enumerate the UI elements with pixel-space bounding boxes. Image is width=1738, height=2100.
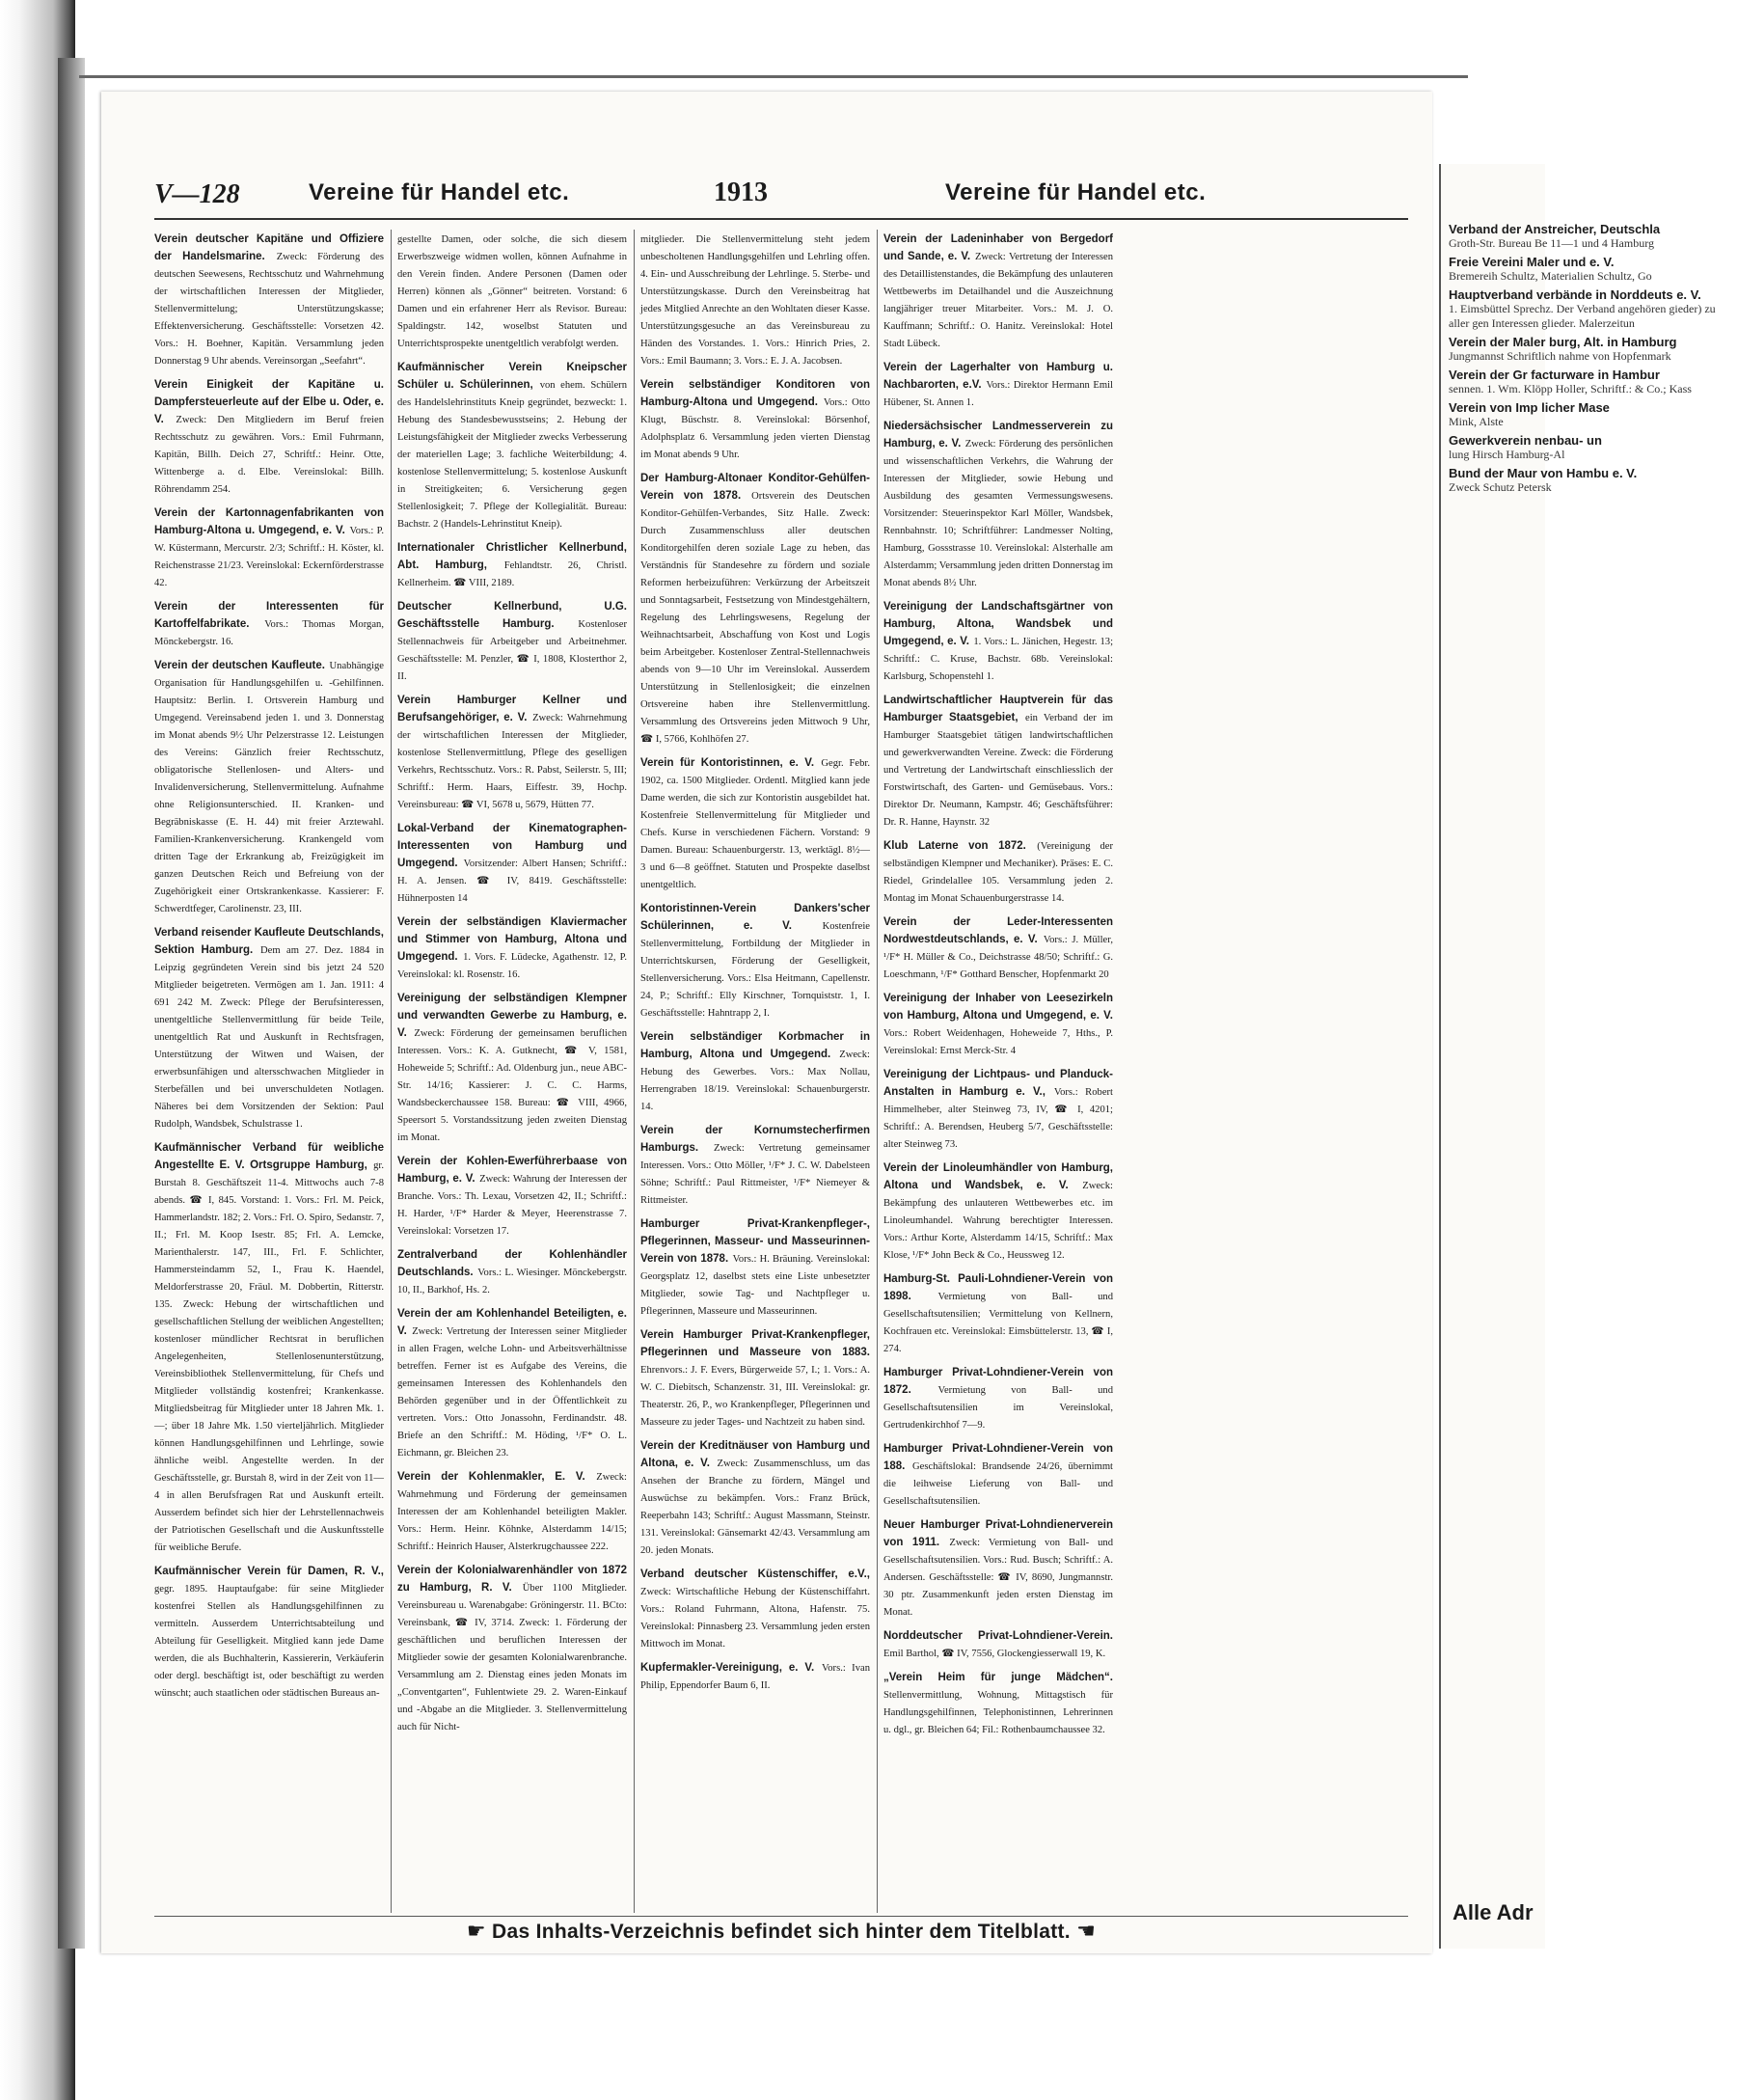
directory-entry	[883, 358, 1113, 410]
entry-body: Zweck: Förderung des deutschen Seewesens, Rechtsschutz und Wahrnehmung der wirtschaftlichen Interessen der Mitglieder, Stellenvermittelung; Unterstützungskasse; Effektenversicherung. Geschäftsstelle: Vorsetzen 42. Vors.: H. Boehner, Kapitän. Versammlung jeden Donnerstag 9 Uhr abends. Vereinsorgan „Seefahrt“.	[154, 252, 384, 367]
entry-body: Vorsitzender: Albert Hansen; Schriftf.: H. A. Jensen. ☎ IV, 8419. Geschäftsstelle: Hühnerposten 14	[397, 859, 627, 904]
column-divider	[634, 230, 635, 1913]
adjacent-page-column	[1449, 222, 1738, 499]
entry-body: Zweck: Wahrnehmung der wirtschaftlichen Interessen der Mitglieder, kostenlose Stellenvermittlung, Pflege des geselligen Verkehrs, Rechtsschutz. Vors.: R. Pabst, Seilerstr. 5, III; Schriftf.: Herm. Haars, Eiffestr. 39, Hochp. Vereinsbureau: ☎ VI, 5678 u, 5679, Hütten 77.	[397, 713, 627, 810]
entry-name: Verein der am Kohlenhandel Beteiligten, e. V.	[397, 1308, 627, 1337]
directory-entry	[883, 989, 1113, 1058]
entry-name: Verein selbständiger Konditoren von Hamburg-Altona und Umgegend.	[640, 379, 870, 408]
directory-entry	[883, 1159, 1113, 1263]
entry-body: Zweck: Wirtschaftliche Hebung der Küstenschiffahrt. Vors.: Roland Fuhrmann, Altona, Hafenstr. 75. Vereinslokal: Pinnasberg 23. Versammlung jeden ersten Mittwoch im Monat.	[640, 1587, 870, 1650]
entry-body: Geschäftslokal: Brandsende 24/26, übernimmt die leihweise Lieferung von Ball- und Gesellschaftsutensilien.	[883, 1461, 1113, 1507]
entry-name: Klub Laterne von 1872.	[883, 840, 1026, 852]
entry-name: Verein für Kontoristinnen, e. V.	[640, 757, 815, 769]
entry-body: Emil Barthol, ☎ IV, 7556, Glockengiesserwall 19, K.	[883, 1649, 1106, 1659]
entry-name: Verein Hamburger Privat-Krankenpfleger, Pflegerinnen und Masseure von 1883.	[640, 1329, 870, 1358]
directory-entry	[397, 597, 627, 684]
right-running-title: Vereine für Handel etc.	[945, 179, 1207, 205]
entry-body: Vors.: Ivan Philip, Eppendorfer Baum 6, II.	[640, 1663, 870, 1691]
directory-entry	[397, 230, 627, 351]
entry-body: Fehlandtstr. 26, Christl. Kellnerheim. ☎ VIII, 2189.	[397, 560, 627, 588]
directory-entry	[154, 230, 384, 368]
entry-name: Deutscher Kellnerbund, U.G. Geschäftsstelle Hamburg.	[397, 601, 627, 630]
adjacent-entry-body: Mink, Alste	[1449, 415, 1504, 428]
directory-entry	[154, 504, 384, 590]
entry-name: Internationaler Christlicher Kellnerbund, Abt. Hamburg,	[397, 542, 627, 571]
entry-name: Kaufmännischer Verband für weibliche Angestellte E. V. Ortsgruppe Hamburg,	[154, 1142, 384, 1171]
entry-name: Verein der Kolonialwarenhändler von 1872 zu Hamburg, R. V.	[397, 1565, 627, 1594]
directory-entry	[883, 836, 1113, 906]
directory-entry	[640, 230, 870, 368]
text-column-1	[154, 230, 384, 1913]
entry-name: Verein der Kornumstecherfirmen Hamburgs.	[640, 1125, 870, 1154]
directory-entry	[883, 1065, 1113, 1152]
adjacent-entry-body: Groth-Str. Bureau Be 11—1 und 4 Hamburg	[1449, 236, 1654, 250]
entry-body: Zweck: Wahrung der Interessen der Branche. Vors.: Th. Lexau, Vorsetzen 42, II.; Schriftf.: H. Harder, ¹/F* Harder & Meyer, Heerenstrasse 7. Vereinslokal: Vorsetzen 17.	[397, 1174, 627, 1237]
directory-entry	[397, 538, 627, 590]
entry-name: Neuer Hamburger Privat-Lohndienerverein von 1911.	[883, 1519, 1113, 1548]
page-header	[154, 174, 1408, 212]
directory-entry	[397, 1304, 627, 1460]
entry-name: Hamburger Privat-Lohndiener-Verein von 1872.	[883, 1367, 1113, 1396]
entry-name: Der Hamburg-Altonaer Konditor-Gehülfen-Verein von 1878.	[640, 473, 870, 502]
entry-name: Verein der Leder-Interessenten Nordwestdeutschlands, e. V.	[883, 916, 1113, 945]
entry-name: Verein der Lagerhalter von Hamburg u. Nachbarorten, e.V.	[883, 362, 1113, 391]
entry-name: Verein Einigkeit der Kapitäne u. Dampfersteuerleute auf der Elbe u. Oder, e. V.	[154, 379, 384, 425]
adjacent-page-footer: Alle Adr	[1453, 1900, 1534, 1924]
entry-body: Zweck: Zusammenschluss, um das Ansehen der Branche zu fördern, Mängel und Auswüchse zu bekämpfen. Vors.: Franz Brück, Reeperbahn 143; Schriftf.: August Massmann, Steinstr. 131. Vereinslokal: Gänsemarkt 42/43. Versammlung am 20. jeden Monats.	[640, 1459, 871, 1556]
adjacent-entry	[1449, 222, 1738, 251]
left-running-title: Vereine für Handel etc.	[309, 179, 570, 205]
text-column-2	[397, 230, 627, 1913]
text-column-4	[883, 230, 1113, 1913]
directory-entry	[397, 1467, 627, 1554]
entry-name: Niedersächsischer Landmesserverein zu Hamburg, e. V.	[883, 421, 1113, 450]
entry-body: Vermietung von Ball- und Gesellschaftsutensilien; Vermittelung von Kellnern, Kochfrauen etc. Vereinslokal: Eimsbüttelerstr. 13, ☎ I, 274.	[883, 1292, 1113, 1354]
directory-entry	[883, 1439, 1113, 1509]
entry-name: „Verein Heim für junge Mädchen“.	[883, 1672, 1113, 1683]
entry-name: Vereinigung der Lichtpaus- und Planduck-Anstalten in Hamburg e. V.,	[883, 1069, 1113, 1098]
directory-entry	[883, 1269, 1113, 1356]
entry-name: Kaufmännischer Verein Kneipscher Schüler u. Schülerinnen,	[397, 362, 627, 391]
directory-entry	[397, 913, 627, 982]
entry-body: 1. Vors. F. Lüdecke, Agathenstr. 12, P. Vereinslokal: kl. Rosenstr. 16.	[397, 952, 627, 980]
entry-name: Hamburger Privat-Krankenpfleger-, Pflegerinnen, Masseur- und Masseurinnen-Verein von 1878.	[640, 1218, 870, 1265]
adjacent-entry-name: Freie Vereini Maler und e. V.	[1449, 255, 1615, 269]
entry-name: Verein der Kreditnäuser von Hamburg und Altona, e. V.	[640, 1440, 870, 1469]
entry-name: Verein deutscher Kapitäne und Offiziere der Handelsmarine.	[154, 233, 384, 262]
column-divider	[391, 230, 392, 1913]
entry-name: Landwirtschaftlicher Hauptverein für das Hamburger Staatsgebiet,	[883, 695, 1113, 723]
entry-body: Zweck: Wahrnehmung und Förderung der gemeinsamen Interessen der am Kohlenhandel beteiligten Makler. Vors.: Herm. Heinr. Köhnke, Alsterdamm 14/15; Schriftf.: Heinrich Hauser, Alsterkrugchaussee 222.	[397, 1472, 627, 1552]
directory-entry	[154, 597, 384, 649]
entry-body: Vermietung von Ball- und Gesellschaftsutensilien im Vereinslokal, Gertrudenkirchhof 7—9.	[883, 1385, 1113, 1431]
entry-name: Verein der Kartonnagenfabrikanten von Hamburg-Altona u. Umgegend, e. V.	[154, 507, 384, 536]
entry-body: Zweck: Bekämpfung des unlauteren Wettbewerbes etc. im Linoleumhandel. Wahrung berechtigter Interessen. Vors.: Arthur Korte, Alsterdamm 14/15, Schriftf.: Max Klose, ¹/F* John Beck & Co., Heussweg 12.	[883, 1181, 1114, 1261]
adjacent-entry-name: Verband der Anstreicher, Deutschla	[1449, 222, 1661, 236]
footer-rule	[154, 1916, 1408, 1917]
entry-body: Vors.: H. Bräuning. Vereinslokal: Georgsplatz 12, daselbst stets eine Liste unbesetzter Mitglieder, sowie Tag- und Nachtpfleger u. Pflegerinnen, Masseure und Masseurinnen.	[640, 1254, 870, 1317]
directory-entry	[640, 899, 870, 1021]
entry-body: ein Verband der im Hamburger Staatsgebiet tätigen landwirtschaftlichen und gewerkverwandten Vereine. Zweck: die Förderung und Vertretung der Landwirtschaft einschliesslich der Forstwirtschaft, des Garten- und Gemüsebaus. Vors.: Direktor Dr. Neumann, Kampstr. 46; Geschäftsführer: Dr. R. Hanne, Haynstr. 32	[883, 713, 1113, 828]
directory-entry	[397, 358, 627, 532]
adjacent-entry	[1449, 400, 1738, 429]
entry-body: gr. Burstah 8. Geschäftszeit 11-4. Mittwochs auch 7-8 abends. ☎ I, 845. Vorstand: 1. Vors.: Frl. M. Peick, Hammerlandstr. 182; 2. Vors.: Frl. O. Spiro, Sedanstr. 7, II.; Frl. M. Koop Isestr. 85; Frl. A. Lemcke, Marienthalerstr. 147, III., Frl. F. Schlichter, Hammersteindamm 52, I., Frau K. Haendel, Meldorferstrasse 20, Fräul. M. Dobbertin, Ritterstr. 135. Zweck: Hebung der wirtschaftlichen und gesellschaftlichen Stellung der weiblichen Angestellten; kostenloser mündlicher Rechtsrat in beruflichen Angelegenheiten, Stellenlosenunterstützung, Vereinsbibliothek Stellenvermittelung, für Chefs und Mitglieder vollständig kostenfrei; Krankenkasse. Mitgliedsbeitrag für Mitglieder unter 18 Jahren Mk. 1.—; über 18 Jahre Mk. 1.50 vierteljährlich. Mitglieder können Handlungsgehilfinnen und Lehrlinge, sowie ähnliche weibl. Angestellte werden. In der Geschäftsstelle, gr. Burstah 8, wird in der Zeit von 11—4 in allen Berufsfragen Rat und Auskunft erteilt. Ausserdem befindet sich hier der Lehrstellennachweis der Patriotischen Gesellschaft und die Auskunftsstelle für weibliche Berufe.	[154, 1160, 384, 1553]
directory-entry	[154, 1562, 384, 1701]
entry-name: Verein der Kohlen-Ewerführerbaase von Hamburg, e. V.	[397, 1156, 627, 1185]
adjacent-entry	[1449, 335, 1738, 364]
entry-body: von ehem. Schülern des Handelslehrinstituts Kneip gegründet, bezweckt: 1. Hebung des Standesbewusstseins; 2. Hebung der Leistungsfähigkeit der Mitglieder zwecks Verbesserung der materiellen Lage; 3. fachliche Weiterbildung; 4. kostenlose Stellenvermittelung; 5. kostenlose Auskunft in Streitigkeiten; 6. Versicherung gegen Stellenlosigkeit; 7. Pflege der Kollegialität. Bureau: Bachstr. 2 (Handels-Lehrinstitut Kneip).	[397, 380, 628, 530]
entry-body: Stellenvermittlung, Wohnung, Mittagstisch für Handlungsgehilfinnen, Telephonistinnen, Lehrerinnen u. dgl., gr. Bleichen 64; Fil.: Rothenbaumchaussee 32.	[883, 1690, 1113, 1735]
entry-body: Vors.: Robert Himmelheber, alter Steinweg 73, IV, ☎ I, 4201; Schriftf.: A. Berendsen, Heuberg 5/7, Geschäftsstelle: alter Steinweg 73.	[883, 1087, 1114, 1150]
entry-name: Verein selbständiger Korbmacher in Hamburg, Altona und Umgegend.	[640, 1031, 870, 1060]
adjacent-entry-name: Gewerkverein nenbau- un	[1449, 433, 1602, 448]
entry-body: Vors.: Direktor Hermann Emil Hübener, St. Annen 1.	[883, 380, 1113, 408]
directory-entry	[883, 417, 1113, 590]
footer-note: Das Inhalts-Verzeichnis befindet sich hinter dem Titelblatt.	[492, 1921, 1071, 1943]
entry-name: Verein der Kohlenmakler, E. V.	[397, 1471, 585, 1483]
entry-body: Kostenloser Stellennachweis für Arbeitgeber und Arbeitnehmer. Geschäftsstelle: M. Penzler, ☎ I, 1808, Klosterthor 2, II.	[397, 619, 627, 682]
top-rule	[79, 75, 1468, 78]
entry-body: Zweck: Vermietung von Ball- und Gesellschaftsutensilien. Vors.: Rud. Busch; Schriftf.: A. Andersen. Geschäftsstelle: ☎ IV, 8690, Jungmannstr. 30 ptr. Zusammenkunft jeden ersten Dienstag im Monat.	[883, 1538, 1113, 1618]
directory-entry	[640, 1658, 870, 1693]
directory-entry	[883, 691, 1113, 830]
adjacent-entry	[1449, 466, 1738, 495]
entry-body: Zweck: Förderung der gemeinsamen beruflichen Interessen. Vors.: K. A. Gutknecht, ☎ V, 1581, Hoheweide 5; Schriftf.: Ad. Oldenburg jun., neue ABC-Str. 14/16; Kassierer: J. C. C. Harms, Wandsbeckerchaussee 158. Bureau: ☎ VIII, 4966, Speersort 5. Vorstandssitzung jeden zweiten Dienstag im Monat.	[397, 1028, 627, 1143]
pointing-hand-icon: ☛	[466, 1920, 486, 1944]
adjacent-entry-name: Verein der Gr facturware in Hambur	[1449, 368, 1660, 382]
directory-entry	[883, 1626, 1113, 1661]
directory-entry	[883, 1668, 1113, 1737]
adjacent-entry	[1449, 368, 1738, 396]
adjacent-entry-name: Hauptverband verbände in Norddeuts e. V.	[1449, 287, 1701, 302]
directory-entry	[640, 469, 870, 747]
directory-entry	[640, 1027, 870, 1114]
entry-body: Ehrenvors.: J. F. Evers, Bürgerweide 57, I.; 1. Vors.: A. W. C. Diebitsch, Schanzenstr. 31, III. Vereinslokal: gr. Theaterstr. 26, P., wo Krankenpfleger, Pflegerinnen und Masseure zu jeder Tages- und Nachtzeit zu haben sind.	[640, 1365, 870, 1428]
entry-name: Verein der selbständigen Klaviermacher und Stimmer von Hamburg, Altona und Umgegend.	[397, 916, 627, 963]
entry-body: Vors.: Thomas Morgan, Mönckebergstr. 16.	[154, 619, 384, 647]
adjacent-entry-body: sennen. 1. Wm. Klöpp Holler, Schriftf.: & Co.; Kass	[1449, 382, 1692, 395]
header-rule	[154, 218, 1408, 220]
adjacent-entry-body: Jungmannst Schriftlich nahme von Hopfenmark	[1449, 349, 1671, 363]
entry-body: Vors.: J. Müller, ¹/F* H. Müller & Co., Deichstrasse 48/50; Schriftf.: G. Loeschmann, ¹/F* Gotthard Benscher, Hopfenmarkt 20	[883, 935, 1114, 980]
entry-body: Unabhängige Organisation für Handlungsgehilfen u. -Gehilfinnen. Hauptsitz: Berlin. I. Ortsverein Hamburg und Umgegend. Vereinsabend jeden 1. und 3. Donnerstag im Monat abends 9½ Uhr Pelzerstrasse 12. Leistungen des Vereins: Gänzlich freier Rechtsschutz, obligatorische Stellenlosen- und Alters- und Invalidenversicherung, Stellenvermittelung. Aufnahme ohne Religionsunterschied. II. Kranken- und Begräbniskasse (E. H. 44) mit freier Arztewahl. Familien-Krankenversicherung. Krankengeld vom dritten Tage der Erkrankung ab, Freizügigkeit im ganzen Deutschen Reich und Befreiung von der Zugehörigkeit einer Ortskrankenkasse. Kassierer: F. Schwerdtfeger, Carolinenstr. 23, III.	[154, 661, 385, 914]
entry-name: Vereinigung der selbständigen Klempner und verwandten Gewerbe zu Hamburg, e. V.	[397, 993, 627, 1039]
directory-entry	[883, 1363, 1113, 1432]
entry-name: Verband reisender Kaufleute Deutschlands, Sektion Hamburg.	[154, 927, 384, 956]
entry-name: Verein der Ladeninhaber von Bergedorf und Sande, e. V.	[883, 233, 1113, 262]
directory-entry	[154, 375, 384, 497]
adjacent-entry-name: Verein der Maler burg, Alt. in Hamburg	[1449, 335, 1677, 349]
directory-entry	[397, 1152, 627, 1239]
text-column-3	[640, 230, 870, 1913]
entry-body: Über 1100 Mitglieder. Vereinsbureau u. Warenabgabe: Gröningerstr. 11. BCto: Vereinsbank, ☎ IV, 3714. Zweck: 1. Förderung der geschäftlichen und beruflichen Interessen der Mitglieder sowie der gesamten Kolonialwarenbranche. Versammlung am 2. Dienstag eines jeden Monats im „Conventgarten“, Fuhlentwiete 29. 2. Waren-Einkauf und -Abgabe an die Mitglieder. 3. Stellenvermittelung auch für Nicht-	[397, 1583, 627, 1732]
entry-name: Lokal-Verband der Kinematographen-Interessenten von Hamburg und Umgegend.	[397, 823, 627, 869]
directory-entry	[640, 1121, 870, 1208]
entry-body: Ortsverein des Deutschen Konditor-Gehülfen-Verbandes, Sitz Halle. Zweck: Durch Zusammenschluss aller deutschen Konditorgehilfen deren soziale Lage zu heben, das Verständnis für Standesehre zu fördern und soziale Reformen herbeizuführen: Verkürzung der Arbeitszeit und Sonntagsarbeit, Festsetzung von Mindestgehältern, Regelung des Lehrlingswesens, Regelung der Weihnachtsarbeit, Abschaffung von Kost und Logis beim Arbeitgeber. Kostenloser Zentral-Stellennachweis abends von 9—10 Uhr im Vereinslokal. Ausserdem Unterstützung in Stellenlosigkeit; die einzelnen Ortsvereine haben ihre Stellenvermittlung. Versammlung des Ortsvereins jeden Mittwoch 9 Uhr, ☎ I, 5766, Kohlhöfen 27.	[640, 491, 870, 745]
directory-entry	[154, 656, 384, 916]
directory-entry	[883, 1515, 1113, 1620]
pointing-hand-icon: ☚	[1076, 1920, 1097, 1944]
adjacent-entry-body: Zweck Schutz Petersk	[1449, 480, 1552, 494]
entry-name: Zentralverband der Kohlenhändler Deutschlands.	[397, 1249, 627, 1278]
entry-body: Vors.: P. W. Küstermann, Mercurstr. 2/3; Schriftf.: H. Köster, kl. Reichenstrasse 21/23. Vereinslokal: Eckernförderstrasse 42.	[154, 526, 384, 588]
entry-body: Zweck: Den Mitgliedern im Beruf freien Rechtsschutz zu gewähren. Vors.: Emil Fuhrmann, Kapitän, Billh. Deich 27, Schriftf.: Heinr. Otte, Wittenberge a. d. Elbe. Vereinslokal: Billh. Röhrendamm 254.	[154, 415, 384, 495]
entry-body: Zweck: Vertretung der Interessen seiner Mitglieder in allen Fragen, welche Lohn- und Arbeitsverhältnisse betreffen. Ferner ist es Aufgabe des Vereins, die gemeinsamen Interessen des Kohlenhandels den Behörden gegenüber und in der Öffentlichkeit zu vertreten. Vors.: Otto Jonassohn, Ferdinandstr. 48. Briefe an den Schriftf.: M. Höding, ¹/F* O. L. Eichmann, gr. Bleichen 23.	[397, 1326, 628, 1459]
directory-entry	[640, 1214, 870, 1319]
entry-name: Hamburger Privat-Lohndiener-Verein von 188.	[883, 1443, 1113, 1472]
entry-body: Zweck: Vertretung gemeinsamer Interessen. Vors.: Otto Möller, ¹/F* J. C. W. Dabelsteen Söhne; Schriftf.: Paul Rittmeister, ¹/F* Niemeyer & Rittmeister.	[640, 1143, 870, 1206]
directory-entry	[883, 230, 1113, 351]
entry-body: mitglieder. Die Stellenvermittelung steht jedem unbescholtenen Handlungsgehilfen und Lehrling offen. 4. Ein- und Ausschreibung der Lehrlinge. 5. Sterbe- und Unterstützungskasse. Durch den Vereinsbeitrag hat jedes Mitglied Anrechte an den Wohltaten dieser Kasse. Unterstützungsgesuche an das Vereinsbureau zu Händen des Vorstandes. 1. Vors.: Hinrich Pries, 2. Vors.: Emil Baumann; 3. Vors.: E. J. A. Jacobsen.	[640, 234, 871, 367]
book-page-edges	[58, 58, 85, 1949]
directory-entry	[397, 1561, 627, 1734]
entry-name: Norddeutscher Privat-Lohndiener-Verein.	[883, 1630, 1113, 1642]
entry-name: Verein der deutschen Kaufleute.	[154, 660, 325, 671]
page-footer	[154, 1920, 1408, 1944]
directory-entry	[640, 1325, 870, 1430]
column-divider	[877, 230, 878, 1913]
directory-entry	[883, 597, 1113, 684]
entry-body: Vors.: Robert Weidenhagen, Hoheweide 7, Hths., P. Vereinslokal: Ernst Merck-Str. 4	[883, 1028, 1113, 1056]
adjacent-entry-body: Bremereih Schultz, Materialien Schultz, Go	[1449, 269, 1652, 283]
adjacent-entry	[1449, 255, 1738, 284]
entry-body: gestellte Damen, oder solche, die sich diesem Erwerbszweige widmen wollen, können Aufnahme in den Verein finden. Andere Personen (Damen oder Herren) können als „Gönner“ beitreten. Vorstand: 6 Damen und ein erfahrener Herr als Revisor. Bureau: Spaldingstr. 142, woselbst Statuten und Unterrichtsprospekte unentgeltlich verabfolgt werden.	[397, 234, 627, 349]
directory-entry	[397, 989, 627, 1145]
directory-entry	[154, 923, 384, 1132]
entry-body: Zweck: Vertretung der Interessen des Detaillistenstandes, die Bekämpfung des unlauteren Wettbewerbs im Detailhandel und die Auszeichnung langjähriger treuer Mitarbeiter. Vors.: M. J. O. Kauffmann; Schriftf.: O. Hanitz. Vereinslokal: Hotel Stadt Lübeck.	[883, 252, 1114, 349]
entry-name: Vereinigung der Inhaber von Leesezirkeln von Hamburg, Altona und Umgegend, e. V.	[883, 993, 1113, 1022]
directory-entry	[154, 1138, 384, 1555]
entry-body: 1. Vors.: L. Jänichen, Hegestr. 13; Schriftf.: C. Kruse, Bachstr. 68b. Vereinslokal: Karlsburg, Schopenstehl 1.	[883, 637, 1114, 682]
page-number: V—128	[154, 179, 240, 209]
entry-name: Kaufmännischer Verein für Damen, R. V.,	[154, 1566, 384, 1577]
entry-body: gegr. 1895. Hauptaufgabe: für seine Mitglieder kostenfrei Stellen als Handlungsgehilfinnen zu vermitteln. Ausserdem Unterrichtsabteilung und Abteilung für Geselligkeit. Mitglied kann jede Dame werden, die als Buchhalterin, Kassiererin, Verkäuferin oder dergl. beschäftigt ist, oder beschäftigt zu werden wünscht; auch staatlichen oder städtischen Bureaus an-	[154, 1584, 384, 1699]
adjacent-page	[1439, 164, 1716, 1949]
entry-name: Kupfermakler-Vereinigung, e. V.	[640, 1662, 815, 1674]
entry-name: Verein der Interessenten für Kartoffelfabrikate.	[154, 601, 384, 630]
directory-entry	[640, 375, 870, 462]
directory-entry	[640, 753, 870, 892]
directory-entry	[640, 1436, 870, 1558]
directory-entry	[883, 913, 1113, 982]
entry-body: Kostenfreie Stellenvermittelung, Fortbildung der Mitglieder in Unterrichtskursen, Förderung der Geselligkeit, Stellenversicherung. Vors.: Elsa Heitmann, Capellenstr. 24, P.; Schriftf.: Elly Kirschner, Tornquiststr. 1, I. Geschäftsstelle: Hahntrapp 2, I.	[640, 921, 870, 1019]
directory-entry	[397, 691, 627, 812]
entry-body: Zweck: Hebung des Gewerbes. Vors.: Max Nollau, Herrengraben 18/19. Vereinslokal: Schauenburgerstr. 14.	[640, 1050, 870, 1112]
entry-body: Dem am 27. Dez. 1884 in Leipzig gegründeten Verein sind bis jetzt 24 520 Mitglieder beigetreten. Vermögen am 1. Jan. 1911: 4 691 242 M. Zweck: Pflege der Berufsinteressen, unentgeltliche Stellenvermittlung für beide Teile, unentgeltlich Rat und Auskunft in Rechtsfragen, Unterstützung der Witwen und Waisen, der erwerbsunfähigen und altersschwachen Mitglieder in Sterbefällen und bei unverschuldeten Notlagen. Näheres bei dem Vorsitzenden der Sektion: Paul Rudolph, Wandsbek, Schulstrasse 1.	[154, 945, 385, 1130]
entry-name: Hamburg-St. Pauli-Lohndiener-Verein von 1898.	[883, 1273, 1113, 1302]
adjacent-entry-name: Verein von Imp licher Mase	[1449, 400, 1610, 415]
entry-body: (Vereinigung der selbständigen Klempner und Mechaniker). Präses: E. C. Riedel, Grindelallee 105. Versammlung jeden 2. Montag im Monat Schauenburgerstrasse 14.	[883, 841, 1114, 904]
entry-name: Verband deutscher Küstenschiffer, e.V.,	[640, 1568, 870, 1580]
entry-name: Verein Hamburger Kellner und Berufsangehöriger, e. V.	[397, 695, 627, 723]
adjacent-entry	[1449, 287, 1738, 331]
entry-body: Vors.: L. Wiesinger. Mönckebergstr. 10, II., Barkhof, Hs. 2.	[397, 1268, 628, 1295]
entry-name: Verein der Linoleumhändler von Hamburg, Altona und Wandsbek, e. V.	[883, 1162, 1113, 1191]
adjacent-entry-body: lung Hirsch Hamburg-Al	[1449, 448, 1565, 461]
adjacent-entry-body: 1. Eimsbüttel Sprechz. Der Verband angehören gieder) zu aller gen Interessen glieder. Malerzeitun	[1449, 302, 1716, 330]
directory-entry	[397, 819, 627, 906]
directory-entry	[397, 1245, 627, 1297]
entry-body: Gegr. Febr. 1902, ca. 1500 Mitglieder. Ordentl. Mitglied kann jede Dame werden, die sich zur Kontoristin ausgebildet hat. Kostenfreie Stellenvermittelung für Mitglieder und Chefs. Kurse in verschiedenen Fächern. Vorstand: 9 Damen. Bureau: Schauenburgerstr. 13, werktägl. 8½—3 und 6—8 geöffnet. Statuten und Prospekte daselbst unentgeltlich.	[640, 758, 871, 890]
entry-body: Vors.: Otto Klugt, Büschstr. 8. Vereinslokal: Börsenhof, Adolphsplatz 6. Versammlung jeden vierten Dienstag im Monat abends 9 Uhr.	[640, 397, 870, 460]
entry-name: Vereinigung der Landschaftsgärtner von Hamburg, Altona, Wandsbek und Umgegend, e. V.	[883, 601, 1113, 647]
year: 1913	[714, 177, 768, 207]
entry-body: Zweck: Förderung des persönlichen und wissenschaftlichen Verkehrs, die Wahrung der Interessen der Mitglieder, sowie Hebung und Ausbildung des gesamten Vermessungswesens. Vorsitzender: Steuerinspektor Karl Möller, Wandsbek, Rennbahnstr. 10; Schriftführer: Landmesser Nolting, Hamburg, Gossstrasse 10. Vereinslokal: Alsterhalle am Alsterdamm; Versammlung jeden dritten Donnerstag im Monat abends 8½ Uhr.	[883, 439, 1113, 588]
adjacent-entry	[1449, 433, 1738, 462]
entry-name: Kontoristinnen-Verein Dankers'scher Schülerinnen, e. V.	[640, 903, 870, 932]
directory-entry	[640, 1565, 870, 1651]
adjacent-entry-name: Bund der Maur von Hambu e. V.	[1449, 466, 1638, 480]
